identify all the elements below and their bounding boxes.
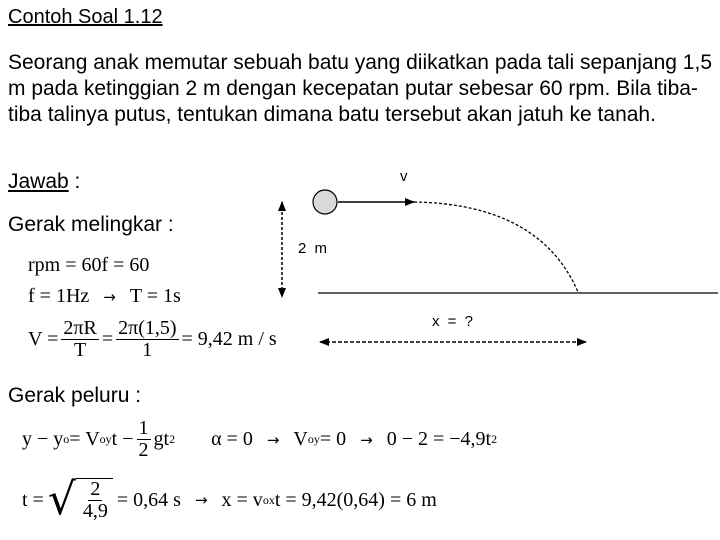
subscript-ox: ox [262,492,275,507]
subscript-o: o [63,432,70,446]
fraction-2piR-over-T [61,318,98,361]
height-label: 2 m [298,240,330,257]
velocity-equation [28,318,277,361]
circular-heading: Gerak melingkar : [8,213,174,236]
projectile-heading: Gerak peluru : [8,384,142,407]
implies-arrow: → [103,287,116,306]
projectile-equation [22,418,497,461]
t-lhs: t = [22,488,44,511]
jawab-colon: : [68,170,81,193]
f-value: f = 1Hz [28,285,90,307]
frequency-equation [28,285,181,308]
fraction-2pi-1-5-over-1 [116,318,178,361]
rpm-eq-text: rpm = 60f = 60 [28,254,150,276]
eq-v: = V [69,428,100,450]
fraction-one-half [137,418,151,461]
subscript-oy: oy [307,432,320,446]
fraction-denominator: 2 [138,439,149,461]
final-eq: 0 − 2 = −4,9t [386,428,492,450]
implies-arrow: → [360,430,373,449]
t-value: T = 1s [129,285,181,307]
velocity-label: v [400,168,410,185]
superscript-2: 2 [491,432,498,446]
t-result: = 0,64 s [116,488,181,511]
v-result: = 9,42 m / s [181,328,277,350]
stone-circle [313,190,337,214]
voy-lhs: V [293,428,308,450]
x-result: t = 9,42(0,64) = 6 m [274,488,437,511]
rpm-equation [28,254,149,277]
voy-rhs: = 0 [319,428,347,450]
fraction-denominator: 1 [142,339,153,361]
radical-sign-icon: √ [47,474,76,525]
fraction-numerator: 2 [90,478,101,500]
implies-arrow: → [266,430,280,449]
fraction-numerator: 2πR [63,317,97,339]
alpha-eq: α = 0 [211,428,253,450]
square-root [47,474,113,525]
time-distance-equation [22,474,437,525]
superscript-2: 2 [169,432,176,446]
y-lhs: y − y [22,428,64,450]
equals: = [101,328,114,350]
subscript-oy: oy [99,432,112,446]
v-lhs: V = [28,328,59,350]
slide-title: Contoh Soal 1.12 [8,6,163,28]
jawab-word: Jawab [8,170,69,193]
fraction-numerator: 2π(1,5) [118,317,177,339]
trajectory-curve [414,202,578,292]
problem-statement: Seorang anak memutar sebuah batu yang diikatkan pada tali sepanjang 1,5 m pada ketinggian 2 m dengan kecepatan putar sebesar 60 rpm. Bila tiba-tiba talinya putus, tentukan dimana batu tersebut akan jatuh ke tanah. [8,51,712,126]
implies-arrow: → [194,491,208,509]
distance-label: x = ? [432,313,475,330]
fraction-denominator: T [73,339,87,361]
x-lhs: x = v [221,488,263,511]
fraction-denominator: 4,9 [82,500,108,522]
fraction-2-over-4-9 [81,479,110,522]
gt: gt [153,428,170,450]
radicand [76,478,113,522]
fraction-numerator: 1 [138,417,149,439]
t-minus: t − [111,428,134,450]
